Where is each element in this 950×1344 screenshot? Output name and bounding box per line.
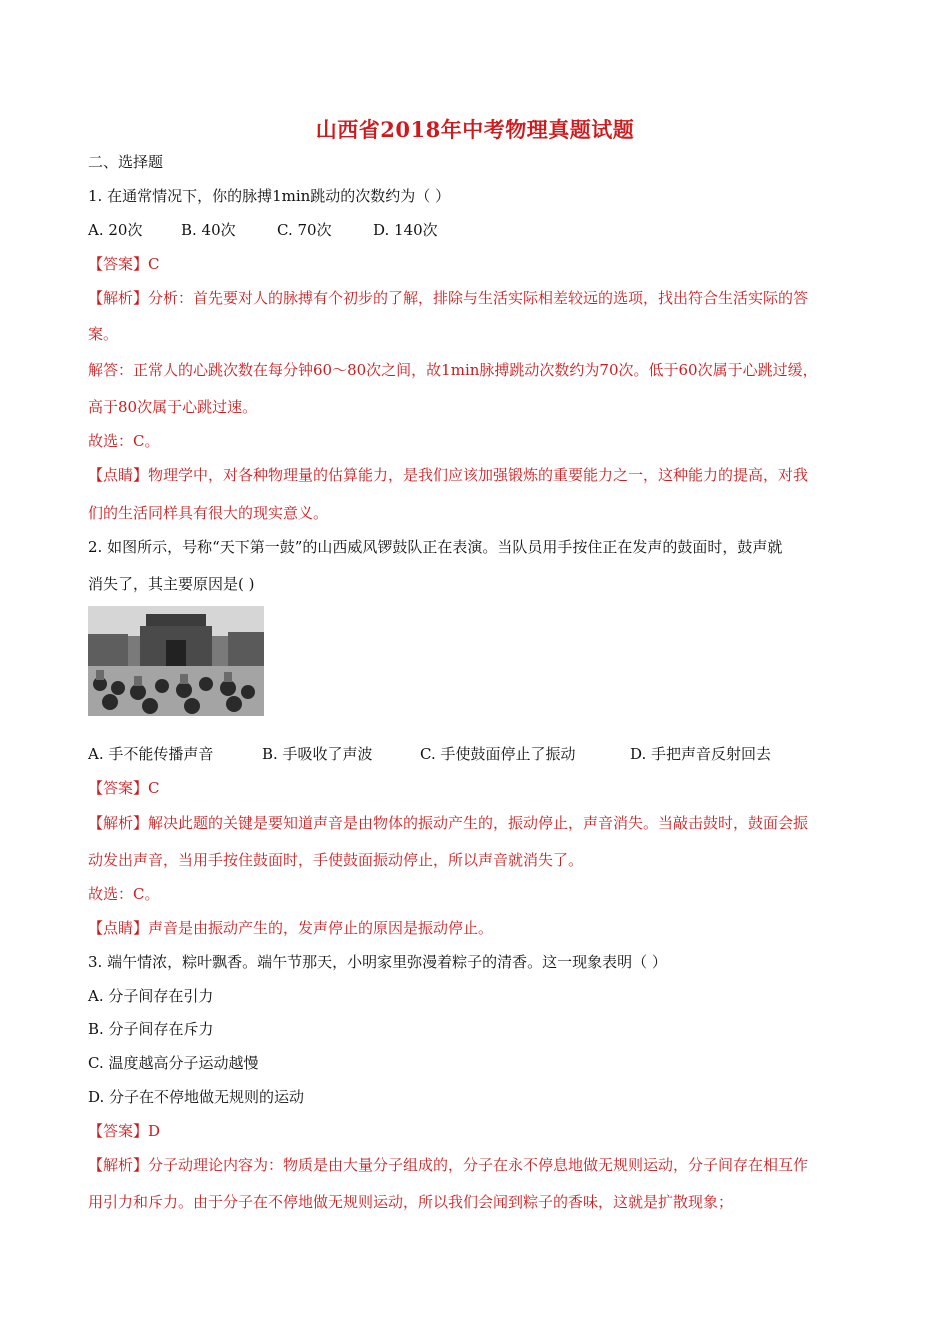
q2-comment-tag: 【点睛】 bbox=[88, 919, 149, 937]
q2-analysis-line-1: 【解析】解决此题的关键是要知道声音是由物体的振动产生的，振动停止，声音消失。当敲击鼓时，鼓面会振 bbox=[88, 814, 809, 832]
q1-analysis-line-1: 【解析】分析：首先要对人的脉搏有个初步的了解，排除与生活实际相差较远的选项，找出符合生活实际的答 bbox=[88, 289, 809, 307]
q3-analysis-line-1: 【解析】分子动理论内容为：物质是由大量分子组成的，分子在永不停息地做无规则运动，分子间存在相互作 bbox=[88, 1156, 809, 1174]
q3-option-d: D. 分子在不停地做无规则的运动 bbox=[88, 1088, 305, 1106]
q1-option-c: C. 70次 bbox=[277, 221, 332, 239]
q1-analysis-line-4: 高于80次属于心跳过速。 bbox=[88, 398, 258, 416]
q2-stem-line-1: 2. 如图所示，号称“天下第一鼓”的山西威风锣鼓队正在表演。当队员用手按住正在发声的鼓面时，鼓声就 bbox=[88, 538, 783, 556]
q1-option-b: B. 40次 bbox=[181, 221, 236, 239]
q3-answer-tag: 【答案】 bbox=[88, 1122, 149, 1140]
q3-stem: 3. 端午情浓，粽叶飘香。端午节那天，小明家里弥漫着粽子的清香。这一现象表明（ ） bbox=[88, 953, 667, 971]
q1-comment-line-2: 们的生活同样具有很大的现实意义。 bbox=[88, 504, 329, 522]
q2-option-d: D. 手把声音反射回去 bbox=[630, 745, 772, 763]
q1-answer-tag: 【答案】 bbox=[88, 255, 149, 273]
section-heading: 二、选择题 bbox=[88, 153, 164, 171]
q1-answer bbox=[88, 253, 878, 275]
q2-option-b: B. 手吸收了声波 bbox=[262, 745, 373, 763]
q2-answer bbox=[88, 777, 878, 799]
q1-options bbox=[88, 219, 878, 241]
q1-option-a: A. 20次 bbox=[88, 221, 143, 239]
q2-analysis-tag: 【解析】 bbox=[88, 814, 149, 832]
q1-comment-tag: 【点睛】 bbox=[88, 466, 149, 484]
q1-option-d: D. 140次 bbox=[373, 221, 438, 239]
q1-choice: 故选：C。 bbox=[88, 432, 160, 450]
q2-choice: 故选：C。 bbox=[88, 885, 160, 903]
q2-option-a: A. 手不能传播声音 bbox=[88, 745, 214, 763]
q1-comment-line-1: 【点睛】物理学中，对各种物理量的估算能力，是我们应该加强锻炼的重要能力之一，这种能力的提高，对我 bbox=[88, 466, 809, 484]
q1-analysis-line-2: 案。 bbox=[88, 325, 119, 343]
q1-analysis-line-3: 解答：正常人的心跳次数在每分钟60～80次之间，故1min脉搏跳动次数约为70次。低于60次属于心跳过缓， bbox=[88, 361, 818, 379]
q3-option-a: A. 分子间存在引力 bbox=[88, 987, 214, 1005]
q2-stem-line-2: 消失了，其主要原因是( ) bbox=[88, 575, 255, 593]
q2-answer-value: C bbox=[148, 779, 160, 797]
document-title: 山西省2018年中考物理真题试题 bbox=[315, 117, 635, 142]
q1-answer-value: C bbox=[148, 255, 160, 273]
q3-option-c: C. 温度越高分子运动越慢 bbox=[88, 1054, 259, 1072]
q3-answer bbox=[88, 1120, 878, 1142]
q2-answer-tag: 【答案】 bbox=[88, 779, 149, 797]
q1-analysis-tag: 【解析】 bbox=[88, 289, 149, 307]
q3-answer-value: D bbox=[148, 1122, 161, 1140]
q2-analysis-line-2: 动发出声音，当用手按住鼓面时，手使鼓面振动停止，所以声音就消失了。 bbox=[88, 851, 584, 869]
q3-option-b: B. 分子间存在斥力 bbox=[88, 1020, 214, 1038]
q1-stem: 1. 在通常情况下，你的脉搏1min跳动的次数约为（ ） bbox=[88, 187, 451, 205]
q2-options bbox=[88, 743, 878, 765]
drum-performance-photo bbox=[88, 606, 264, 716]
q2-comment: 【点睛】声音是由振动产生的，发声停止的原因是振动停止。 bbox=[88, 919, 494, 937]
q3-analysis-tag: 【解析】 bbox=[88, 1156, 149, 1174]
q2-option-c: C. 手使鼓面停止了振动 bbox=[420, 745, 576, 763]
q3-analysis-line-2: 用引力和斥力。由于分子在不停地做无规则运动，所以我们会闻到粽子的香味，这就是扩散现象； bbox=[88, 1193, 734, 1211]
